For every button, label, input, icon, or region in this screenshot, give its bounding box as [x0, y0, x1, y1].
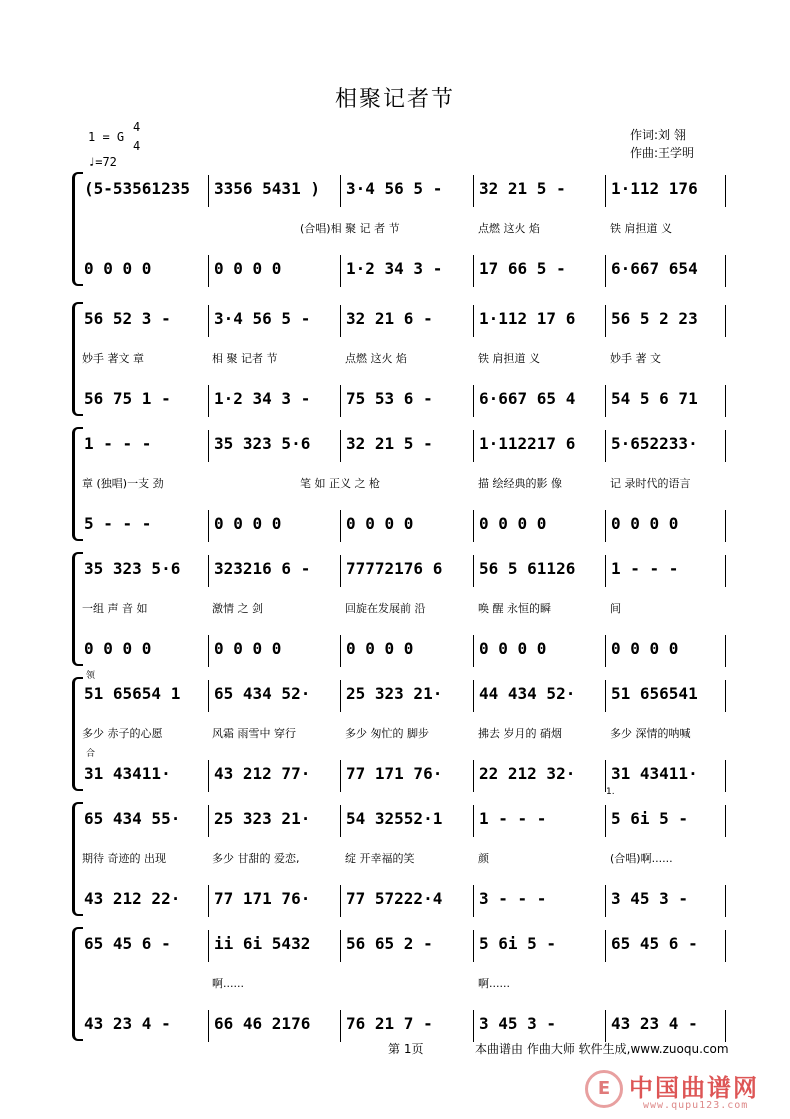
bar-line — [605, 1010, 606, 1042]
bar-line — [340, 635, 341, 667]
bar-line — [340, 430, 341, 462]
bar-line — [208, 305, 209, 337]
measure-upper: 323216 6 - — [214, 559, 311, 578]
measure-lower: 75 53 6 - — [346, 389, 433, 408]
lower-voice-row — [0, 760, 790, 788]
time-signature-numerator: 4 — [133, 120, 141, 134]
bar-line — [725, 1010, 726, 1042]
lyric-segment: 点燃 这火 焰 — [478, 222, 540, 235]
measure-lower: 3 45 3 - — [611, 889, 689, 908]
bar-line — [605, 635, 606, 667]
watermark-brand: 中国曲谱网 — [629, 1073, 759, 1102]
bar-line — [473, 430, 474, 462]
measure-upper: 1 - - - — [84, 434, 152, 453]
lyric-segment: 绽 开幸福的笑 — [345, 852, 415, 865]
measure-upper: (5-53561235 — [84, 179, 190, 198]
bar-line — [340, 255, 341, 287]
measure-lower: 56 75 1 - — [84, 389, 171, 408]
bar-line — [473, 255, 474, 287]
bar-line — [473, 885, 474, 917]
lyric-segment: 铁 肩担道 义 — [478, 352, 540, 365]
lyrics-row — [0, 220, 790, 236]
bar-line — [340, 805, 341, 837]
bar-line — [725, 305, 726, 337]
measure-lower: 76 21 7 - — [346, 1014, 433, 1033]
lyric-segment: 颜 — [478, 852, 489, 865]
bar-line — [340, 680, 341, 712]
measure-upper: 3·4 56 5 - — [214, 309, 311, 328]
watermark-url: www.qupu123.com — [643, 1100, 749, 1111]
measure-upper: 5 6i 5 - — [479, 934, 557, 953]
bar-line — [208, 805, 209, 837]
measure-lower: 77 171 76· — [346, 764, 443, 783]
lyrics-row — [0, 850, 790, 866]
lyric-segment: 激情 之 剑 — [212, 602, 263, 615]
bar-line — [208, 885, 209, 917]
lyric-segment: (合唱)啊...... — [610, 852, 673, 865]
measure-lower: 0 0 0 0 — [84, 639, 152, 658]
lyric-segment: 一组 声 音 如 — [82, 602, 148, 615]
key-signature: 1 = G — [88, 130, 125, 144]
measure-upper: 35 323 5·6 — [84, 559, 181, 578]
upper-voice-row — [0, 930, 790, 958]
bar-line — [340, 885, 341, 917]
chorus-mark: 合 — [86, 749, 96, 759]
bar-line — [725, 930, 726, 962]
measure-lower: 1·2 34 3 - — [214, 389, 311, 408]
measure-upper: 35 323 5·6 — [214, 434, 311, 453]
bar-line — [725, 555, 726, 587]
measure-upper: 3·4 56 5 - — [346, 179, 443, 198]
measure-lower: 0 0 0 0 — [611, 639, 679, 658]
measure-lower: 0 0 0 0 — [214, 259, 282, 278]
lyric-segment: 风霜 雨雪中 穿行 — [212, 727, 296, 740]
lyric-segment: 啊...... — [478, 977, 510, 990]
bar-line — [725, 680, 726, 712]
lyric-segment: 相 聚 记者 节 — [212, 352, 278, 365]
upper-voice-row — [0, 805, 790, 833]
bar-line — [473, 760, 474, 792]
time-signature-denominator: 4 — [133, 139, 141, 153]
measure-lower: 22 212 32· — [479, 764, 576, 783]
measure-upper: 1 - - - — [611, 559, 679, 578]
lyric-segment: (合唱)相 聚 记 者 节 — [300, 222, 400, 235]
bar-line — [605, 805, 606, 837]
bar-line — [340, 555, 341, 587]
measure-upper: 1 - - - — [479, 809, 547, 828]
bar-line — [725, 805, 726, 837]
lyric-segment: 唤 醒 永恒的瞬 — [478, 602, 551, 615]
lower-voice-row — [0, 1010, 790, 1038]
bar-line — [725, 760, 726, 792]
solo-mark: 领 — [86, 671, 96, 681]
measure-upper: 44 434 52· — [479, 684, 576, 703]
bar-line — [605, 255, 606, 287]
measure-upper: 65 434 52· — [214, 684, 311, 703]
bar-line — [725, 175, 726, 207]
measure-upper: 51 65654 1 — [84, 684, 181, 703]
bar-line — [473, 510, 474, 542]
measure-lower: 0 0 0 0 — [346, 639, 414, 658]
measure-upper: 1·112 176 — [611, 179, 698, 198]
bar-line — [208, 680, 209, 712]
upper-voice-row — [0, 305, 790, 333]
lyricist-credit: 作词:刘 翎 — [630, 128, 686, 142]
measure-upper: 54 32552·1 — [346, 809, 443, 828]
measure-lower: 77 57222·4 — [346, 889, 443, 908]
measure-lower: 43 212 22· — [84, 889, 181, 908]
lyric-segment: 记 录时代的语言 — [610, 477, 691, 490]
bar-line — [605, 430, 606, 462]
lyric-segment: 妙手 著文 章 — [82, 352, 144, 365]
lyric-segment: 笔 如 正义 之 枪 — [300, 477, 380, 490]
bar-line — [725, 885, 726, 917]
page-number: 第 1页 — [388, 1042, 424, 1056]
bar-line — [473, 635, 474, 667]
bar-line — [725, 430, 726, 462]
measure-lower: 0 0 0 0 — [84, 259, 152, 278]
bar-line — [340, 385, 341, 417]
lower-voice-row — [0, 635, 790, 663]
upper-voice-row — [0, 680, 790, 708]
bar-line — [208, 255, 209, 287]
bar-line — [605, 510, 606, 542]
bar-line — [340, 305, 341, 337]
bar-line — [208, 175, 209, 207]
measure-upper: 32 21 5 - — [479, 179, 566, 198]
bar-line — [473, 1010, 474, 1042]
measure-lower: 31 43411· — [84, 764, 171, 783]
lyrics-row — [0, 725, 790, 741]
bar-line — [725, 510, 726, 542]
measure-upper: 1·112 17 6 — [479, 309, 576, 328]
bar-line — [605, 680, 606, 712]
lyric-segment: 多少 赤子的心愿 — [82, 727, 163, 740]
measure-lower: 54 5 6 71 — [611, 389, 698, 408]
bar-line — [605, 385, 606, 417]
lyrics-row — [0, 600, 790, 616]
measure-lower: 0 0 0 0 — [611, 514, 679, 533]
bar-line — [725, 385, 726, 417]
measure-lower: 1·2 34 3 - — [346, 259, 443, 278]
measure-lower: 0 0 0 0 — [479, 639, 547, 658]
bar-line — [473, 680, 474, 712]
upper-voice-row — [0, 175, 790, 203]
measure-lower: 43 212 77· — [214, 764, 311, 783]
measure-lower: 3 - - - — [479, 889, 547, 908]
bar-line — [725, 635, 726, 667]
measure-upper: 77772176 6 — [346, 559, 443, 578]
lyrics-row — [0, 350, 790, 366]
measure-upper: 5·652233· — [611, 434, 698, 453]
lyric-segment: 多少 匆忙的 脚步 — [345, 727, 429, 740]
lyric-segment: 章 (独唱)一支 劲 — [82, 477, 164, 490]
measure-upper: 65 45 6 - — [611, 934, 698, 953]
measure-lower: 0 0 0 0 — [214, 514, 282, 533]
measure-lower: 0 0 0 0 — [479, 514, 547, 533]
bar-line — [208, 635, 209, 667]
measure-upper: 51 656541 — [611, 684, 698, 703]
bar-line — [208, 510, 209, 542]
lyrics-row — [0, 975, 790, 991]
upper-voice-row — [0, 555, 790, 583]
lyric-segment: 多少 甘甜的 爱恋, — [212, 852, 300, 865]
measure-lower: 17 66 5 - — [479, 259, 566, 278]
measure-lower: 3 45 3 - — [479, 1014, 557, 1033]
bar-line — [208, 1010, 209, 1042]
lyric-segment: 点燃 这火 焰 — [345, 352, 407, 365]
lyric-segment: 多少 深情的呐喊 — [610, 727, 691, 740]
bar-line — [340, 510, 341, 542]
lower-voice-row — [0, 255, 790, 283]
measure-upper: 25 323 21· — [346, 684, 443, 703]
bar-line — [340, 175, 341, 207]
measure-upper: 32 21 6 - — [346, 309, 433, 328]
measure-lower: 5 - - - — [84, 514, 152, 533]
lyric-segment: 妙手 著 文 — [610, 352, 661, 365]
measure-upper: 1·112217 6 — [479, 434, 576, 453]
measure-lower: 31 43411· — [611, 764, 698, 783]
bar-line — [605, 175, 606, 207]
watermark-logo — [585, 1068, 785, 1114]
bar-line — [605, 555, 606, 587]
bar-line — [473, 175, 474, 207]
measure-upper: 65 434 55· — [84, 809, 181, 828]
measure-lower: 6·667 654 — [611, 259, 698, 278]
bar-line — [208, 930, 209, 962]
measure-upper: 56 5 2 23 — [611, 309, 698, 328]
lyric-segment: 拂去 岁月的 硝烟 — [478, 727, 562, 740]
bar-line — [605, 930, 606, 962]
bar-line — [473, 385, 474, 417]
bar-line — [473, 805, 474, 837]
lower-voice-row — [0, 385, 790, 413]
volta-mark: 1. — [606, 787, 615, 797]
measure-upper: 56 65 2 - — [346, 934, 433, 953]
measure-lower: 66 46 2176 — [214, 1014, 311, 1033]
bar-line — [605, 885, 606, 917]
bar-line — [208, 385, 209, 417]
bar-line — [208, 555, 209, 587]
lyric-segment: 铁 肩担道 义 — [610, 222, 672, 235]
lyric-segment: 啊...... — [212, 977, 244, 990]
song-title: 相聚记者节 — [334, 87, 455, 112]
measure-upper: 5 6i 5 - — [611, 809, 689, 828]
measure-lower: 77 171 76· — [214, 889, 311, 908]
lyric-segment: 回旋在发展前 沿 — [345, 602, 426, 615]
measure-upper: ii 6i 5432 — [214, 934, 311, 953]
bar-line — [473, 555, 474, 587]
lyric-segment: 间 — [610, 602, 621, 615]
bar-line — [605, 305, 606, 337]
measure-lower: 43 23 4 - — [84, 1014, 171, 1033]
lyrics-row — [0, 475, 790, 491]
measure-lower: 43 23 4 - — [611, 1014, 698, 1033]
bar-line — [725, 255, 726, 287]
measure-upper: 3356 5431 ) — [214, 179, 320, 198]
upper-voice-row — [0, 430, 790, 458]
lower-voice-row — [0, 510, 790, 538]
bar-line — [340, 930, 341, 962]
lower-voice-row — [0, 885, 790, 913]
measure-lower: 6·667 65 4 — [479, 389, 576, 408]
lyric-segment: 期待 奇迹的 出现 — [82, 852, 166, 865]
measure-upper: 65 45 6 - — [84, 934, 171, 953]
measure-lower: 0 0 0 0 — [346, 514, 414, 533]
bar-line — [208, 430, 209, 462]
bar-line — [340, 760, 341, 792]
lyric-segment: 描 绘经典的影 像 — [478, 477, 562, 490]
measure-upper: 56 52 3 - — [84, 309, 171, 328]
measure-lower: 0 0 0 0 — [214, 639, 282, 658]
measure-upper: 25 323 21· — [214, 809, 311, 828]
bar-line — [340, 1010, 341, 1042]
bar-line — [473, 305, 474, 337]
credits — [630, 126, 694, 162]
tempo-marking: ♩=72 — [88, 155, 117, 169]
bar-line — [473, 930, 474, 962]
bar-line — [208, 760, 209, 792]
generator-credit: 本曲谱由 作曲大师 软件生成,www.zuoqu.com — [475, 1042, 729, 1056]
composer-credit: 作曲:王学明 — [630, 146, 695, 160]
logo-icon: E — [585, 1070, 623, 1108]
measure-upper: 32 21 5 - — [346, 434, 433, 453]
measure-upper: 56 5 61126 — [479, 559, 576, 578]
